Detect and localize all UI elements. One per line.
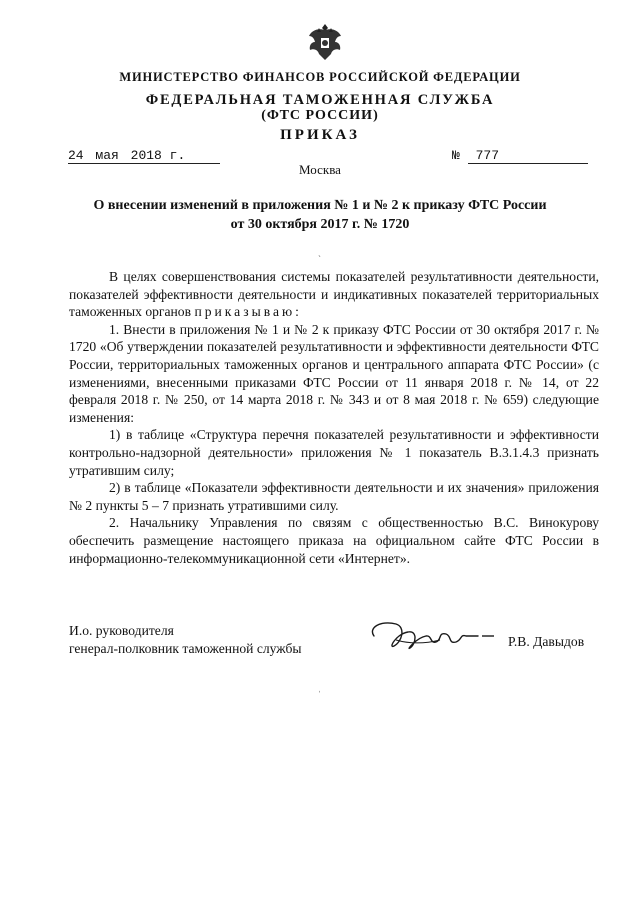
city: Москва — [299, 162, 341, 177]
document-type-heading: ПРИКАЗ — [280, 127, 360, 143]
paragraph-2: 2. Начальнику Управления по связям с общественностью В.С. Винокурову обеспечить размещение настоящего приказа на официальном сайте ФТС России в информационно-телекоммуникационной сети «Интернет». — [69, 515, 599, 566]
number-label: № — [452, 148, 460, 163]
position-line-1: И.о. руководителя — [69, 623, 174, 638]
paragraph-1-2: 2) в таблице «Показатели эффективности деятельности и их значения» приложения № 2 пункты 5 – 7 признать утратившими силу. — [69, 480, 599, 513]
signatory-position — [69, 622, 302, 658]
coat-of-arms-emblem — [306, 20, 344, 64]
order-body — [69, 268, 599, 567]
scan-mark: ˋ — [318, 254, 321, 264]
scan-mark-2: ˌ — [318, 682, 322, 693]
signatory-name: Р.В. Давыдов — [508, 634, 585, 649]
number-value: 777 — [468, 148, 588, 164]
date-day: 24 — [68, 148, 84, 163]
service-short-heading: (ФТС РОССИИ) — [261, 108, 379, 123]
intro-paragraph — [69, 268, 599, 321]
service-heading: ФЕДЕРАЛЬНАЯ ТАМОЖЕННАЯ СЛУЖБА — [145, 92, 495, 108]
paragraph-1: 1. Внести в приложения № 1 и № 2 к приказу ФТС России от 30 октября 2017 г. № 1720 «Об утверждении показателей результативности и эффективности деятельности ФТС России, территориальных таможенных органов и центрального аппарата ФТС России» (с изменениями, внесенными приказами ФТС России от 11 января 2018 г. № 14, от 22 февраля 2018 г. № 250, от 14 марта 2018 г. № 343 и от 8 мая 2018 г. № 659) следующие изменения: — [69, 321, 599, 425]
date-year: 2018 г. — [130, 148, 186, 163]
date-month: мая — [95, 148, 119, 163]
paragraph-1-1: 1) в таблице «Структура перечня показателей результативности и эффективности контрольно-надзорной деятельности» приложения № 1 показатель В.3.1.4.3 признать утратившим силу; — [69, 427, 599, 478]
position-line-2: генерал-полковник таможенной службы — [69, 641, 302, 656]
intro-text: В целях совершенствования системы показателей результативности деятельности, показателей эффективности деятельности и индикативных показателей территориальных таможенных органов — [69, 269, 599, 320]
title-line-2: от 30 октября 2017 г. № 1720 — [230, 217, 410, 232]
title-line-1: О внесении изменений в приложения № 1 и № 2 к приказу ФТС России — [93, 198, 547, 213]
ministry-heading: МИНИСТЕРСТВО ФИНАНСОВ РОССИЙСКОЙ ФЕДЕРАЦИИ — [119, 70, 521, 84]
handwritten-signature — [366, 614, 502, 658]
document-title — [60, 196, 580, 234]
order-verb: приказываю: — [194, 304, 302, 320]
